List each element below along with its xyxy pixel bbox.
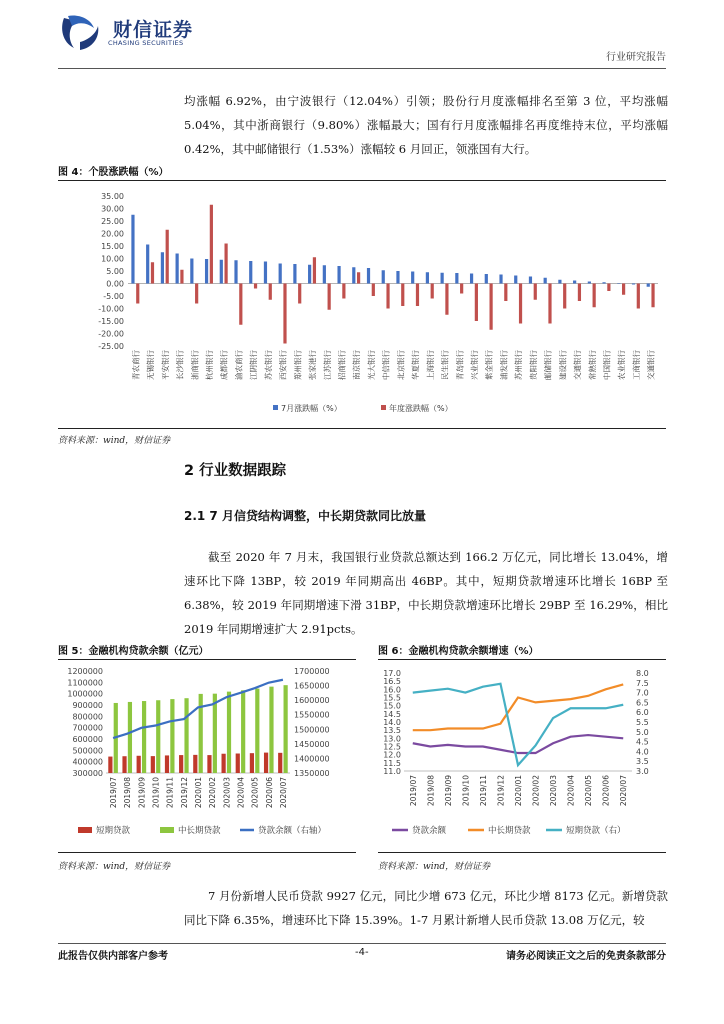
bar-july-change: [411, 272, 414, 284]
x-category-label: 南京银行: [352, 350, 362, 380]
legend-label: 短期贷款: [96, 826, 131, 836]
x-category-label: 2019/08: [426, 775, 436, 807]
bar-short-term-loans: [250, 753, 254, 773]
bar-july-change: [632, 284, 635, 285]
figure6-bottom-rule: [378, 852, 666, 853]
x-category-label: 2020/06: [264, 777, 274, 809]
bar-short-term-loans: [278, 753, 282, 773]
right-axis-tick: 4.0: [636, 747, 649, 757]
left-axis-tick: 400000: [72, 757, 103, 767]
y-tick-label: -25.00: [98, 342, 124, 351]
figure4-title: 图 4：个股涨跌幅（%）: [58, 167, 169, 178]
bar-july-change: [588, 282, 591, 284]
x-category-label: 无锡银行: [146, 350, 156, 380]
x-category-label: 2020/04: [566, 775, 576, 807]
bar-july-change: [220, 260, 223, 284]
bar-annual-change: [298, 284, 301, 304]
bar-annual-change: [166, 230, 169, 284]
right-axis-tick: 1600000: [294, 696, 330, 706]
bar-july-change: [573, 281, 576, 284]
bar-annual-change: [210, 205, 213, 284]
bar-july-change: [146, 245, 149, 284]
left-axis-tick: 11.0: [383, 767, 401, 776]
x-category-label: 北京银行: [396, 350, 406, 380]
bar-annual-change: [563, 284, 566, 309]
figure4-bottom-rule: [58, 428, 666, 429]
section-heading: 2 行业数据跟踪: [184, 463, 287, 479]
bar-annual-change: [431, 284, 434, 299]
left-axis-tick: 14.5: [383, 709, 401, 719]
x-category-label: 2020/07: [619, 775, 629, 807]
bar-annual-change: [136, 284, 139, 304]
legend-label: 中长期贷款: [488, 826, 531, 836]
bar-july-change: [617, 283, 620, 284]
x-category-label: 上海银行: [425, 350, 435, 380]
x-category-label: 江阴银行: [249, 350, 259, 380]
x-category-label: 交通银行: [573, 350, 583, 380]
figure4-source: 资料来源：wind，财信证券: [58, 436, 171, 446]
legend-label: 7月涨跌幅（%）: [281, 404, 342, 413]
bar-long-term-loans: [269, 687, 273, 773]
x-category-label: 中信银行: [381, 350, 391, 380]
right-axis-tick: 3.0: [636, 767, 649, 776]
x-category-label: 2019/09: [137, 777, 147, 809]
bar-long-term-loans: [184, 698, 188, 773]
left-axis-tick: 600000: [72, 735, 103, 744]
x-category-label: 中国银行: [602, 350, 612, 380]
right-axis-tick: 1450000: [294, 739, 330, 749]
right-axis-tick: 7.0: [636, 688, 649, 698]
report-type: 行业研究报告: [606, 52, 666, 63]
x-category-label: 2019/10: [151, 777, 161, 809]
bar-annual-change: [548, 284, 551, 324]
x-category-label: 工商银行: [631, 350, 641, 380]
bar-short-term-loans: [179, 755, 183, 773]
x-category-label: 2019/12: [496, 775, 506, 807]
bar-annual-change: [460, 284, 463, 294]
bar-annual-change: [445, 284, 448, 315]
y-tick-label: 25.00: [101, 217, 124, 226]
bar-july-change: [293, 264, 296, 284]
right-axis-tick: 1550000: [294, 710, 330, 720]
bar-short-term-loans: [264, 753, 268, 773]
legend-swatch: [381, 405, 386, 410]
x-category-label: 2019/07: [408, 775, 418, 807]
legend-swatch: [160, 827, 174, 833]
right-axis-tick: 5.5: [636, 718, 649, 727]
x-category-label: 2020/01: [514, 775, 523, 807]
bar-short-term-loans: [222, 754, 226, 773]
x-category-label: 2020/05: [584, 775, 594, 807]
right-axis-tick: 1500000: [294, 725, 330, 735]
bar-annual-change: [151, 262, 154, 283]
bar-annual-change: [254, 284, 257, 289]
figure5-source: 资料来源：wind，财信证券: [58, 862, 171, 872]
bar-short-term-loans: [122, 756, 126, 773]
bar-long-term-loans: [128, 702, 132, 773]
bar-july-change: [205, 259, 208, 284]
bar-july-change: [647, 284, 650, 287]
y-tick-label: -5.00: [103, 292, 124, 301]
x-category-label: 紫金银行: [484, 350, 494, 380]
bar-annual-change: [386, 284, 389, 309]
left-axis-tick: 1100000: [67, 678, 103, 688]
left-axis-tick: 1200000: [67, 667, 103, 676]
header-divider: [58, 68, 666, 69]
right-axis-tick: 8.0: [636, 669, 649, 678]
x-category-label: 平安银行: [160, 350, 170, 380]
bar-annual-change: [401, 284, 404, 307]
bar-annual-change: [637, 284, 640, 309]
x-category-label: 邮储银行: [543, 350, 553, 381]
bar-long-term-loans: [241, 690, 245, 773]
right-axis-tick: 5.0: [636, 727, 649, 737]
y-tick-label: 35.00: [101, 192, 124, 201]
x-category-label: 成都银行: [219, 350, 229, 380]
bar-annual-change: [283, 284, 286, 344]
bar-short-term-loans: [108, 757, 112, 773]
left-axis-tick: 14.0: [383, 718, 401, 727]
legend-label: 中长期贷款: [178, 826, 221, 836]
loan-balance-chart: [58, 663, 358, 848]
left-axis-tick: 800000: [72, 712, 103, 722]
x-category-label: 2019/11: [478, 775, 488, 807]
right-axis-tick: 6.0: [636, 708, 649, 718]
legend-label: 年度涨跌幅（%）: [389, 404, 453, 413]
legend-label: 短期贷款（右）: [566, 826, 626, 836]
bar-july-change: [323, 265, 326, 283]
x-category-label: 浙商银行: [190, 350, 200, 380]
left-axis-tick: 13.5: [383, 726, 401, 736]
x-category-label: 2020/04: [236, 777, 246, 809]
left-axis-tick: 12.5: [383, 742, 401, 752]
x-category-label: 2020/03: [222, 777, 232, 809]
left-axis-tick: 300000: [72, 769, 103, 778]
bar-long-term-loans: [255, 689, 259, 773]
bar-july-change: [514, 276, 517, 284]
legend-swatch: [273, 405, 278, 410]
bar-july-change: [602, 282, 605, 283]
bar-july-change: [382, 270, 385, 283]
page-number: -4-: [355, 947, 369, 958]
left-axis-tick: 15.5: [383, 693, 401, 703]
left-axis-tick: 13.0: [383, 734, 401, 744]
x-category-label: 2020/06: [601, 775, 611, 807]
x-category-label: 郑州银行: [293, 350, 303, 380]
bar-july-change: [308, 265, 311, 284]
bar-annual-change: [328, 284, 331, 310]
bar-july-change: [558, 280, 561, 284]
bar-july-change: [367, 268, 370, 284]
left-axis-tick: 12.0: [383, 750, 401, 760]
right-axis-tick: 1650000: [294, 681, 330, 691]
bar-july-change: [176, 254, 179, 284]
x-category-label: 杭州银行: [204, 350, 214, 380]
bar-annual-change: [489, 284, 492, 330]
loan-growth-chart: [370, 663, 668, 848]
bar-july-change: [337, 266, 340, 284]
bar-annual-change: [593, 284, 596, 308]
bar-long-term-loans: [170, 699, 174, 773]
bar-long-term-loans: [227, 692, 231, 773]
bar-annual-change: [578, 284, 581, 302]
footer-disclaimer-right: 请务必阅读正文之后的免责条款部分: [506, 951, 666, 962]
x-category-label: 2019/10: [461, 775, 471, 807]
y-tick-label: 30.00: [101, 204, 124, 214]
bar-annual-change: [475, 284, 478, 322]
bar-july-change: [352, 267, 355, 283]
figure5-title: 图 5：金融机构贷款余额（亿元）: [58, 646, 209, 657]
legend-label: 贷款余额（右轴）: [258, 826, 327, 836]
left-axis-tick: 500000: [72, 746, 103, 756]
bar-annual-change: [622, 284, 625, 295]
bar-july-change: [264, 262, 267, 284]
x-category-label: 兴业银行: [469, 350, 479, 380]
x-category-label: 2020/03: [549, 775, 559, 807]
x-category-label: 2020/02: [208, 777, 218, 809]
figure4-top-rule: [58, 180, 666, 181]
x-category-label: 光大银行: [366, 350, 376, 380]
bar-annual-change: [180, 270, 183, 284]
bar-annual-change: [239, 284, 242, 325]
x-category-label: 江苏银行: [322, 350, 332, 380]
x-category-label: 长沙银行: [175, 350, 185, 380]
figure6-source: 资料来源：wind，财信证券: [378, 862, 491, 872]
bar-annual-change: [195, 284, 198, 304]
x-category-label: 2019/08: [123, 777, 133, 809]
bar-long-term-loans: [213, 694, 217, 773]
bar-july-change: [544, 278, 547, 284]
bar-july-change: [499, 275, 502, 284]
left-axis-tick: 900000: [72, 701, 103, 710]
figure5-top-rule: [58, 659, 356, 660]
right-axis-tick: 1400000: [294, 754, 330, 764]
bar-july-change: [190, 259, 193, 284]
bar-annual-change: [534, 284, 537, 300]
bar-annual-change: [504, 284, 507, 302]
bar-july-change: [441, 273, 444, 284]
bar-annual-change: [416, 284, 419, 307]
x-category-label: 西安银行: [278, 350, 288, 380]
bar-july-change: [485, 274, 488, 284]
section-paragraph: 截至 2020 年 7 月末，我国银行业贷款总额达到 166.2 万亿元，同比增长 13.04%，增速环比下降 13BP，较 2019 年同期高出 46BP。其中，短期贷款增速环比增长 16BP 至 6.38%，较 2019 年同期增速下滑 31BP，中长期贷款增速环比增长 29BP 至 16.29%，相比 2019 年同期增速扩大 2.91pcts。: [184, 550, 668, 636]
figure5-bottom-rule: [58, 852, 356, 853]
x-category-label: 华夏银行: [411, 350, 421, 380]
left-axis-tick: 700000: [72, 723, 103, 733]
bar-annual-change: [607, 284, 610, 292]
bar-short-term-loans: [236, 754, 240, 773]
x-category-label: 渝农商行: [234, 350, 244, 380]
y-tick-label: -10.00: [98, 304, 124, 314]
company-name: 财信证券: [113, 19, 194, 41]
left-axis-tick: 17.0: [383, 669, 401, 678]
line-total-loan-growth: [413, 735, 623, 753]
x-category-label: 2020/02: [531, 775, 541, 807]
intro-paragraph: 均涨幅 6.92%，由宁波银行（12.04%）引领；股份行月度涨幅排名至第 3 位，平均涨幅 5.04%，其中浙商银行（9.80%）涨幅最大；国有行月度涨幅排名再度维持末位，平均涨幅 0.42%，其中邮储银行（1.53%）涨幅较 6 月回正，领涨国有大行。: [184, 94, 668, 156]
x-category-label: 2019/09: [443, 775, 453, 807]
bar-annual-change: [313, 257, 316, 283]
left-axis-tick: 1000000: [67, 689, 103, 699]
x-category-label: 建设银行: [558, 350, 568, 380]
footer-divider: [58, 943, 666, 944]
right-axis-tick: 4.5: [636, 737, 649, 747]
x-category-label: 2019/07: [109, 777, 119, 809]
x-category-label: 青岛银行: [455, 350, 465, 380]
x-category-label: 2019/11: [165, 777, 175, 809]
right-axis-tick: 3.5: [636, 757, 649, 767]
bar-long-term-loans: [142, 701, 146, 773]
bar-short-term-loans: [165, 755, 169, 773]
bar-july-change: [131, 215, 134, 284]
bar-short-term-loans: [207, 755, 211, 773]
left-axis-tick: 16.5: [383, 677, 401, 687]
y-tick-label: -20.00: [98, 329, 124, 339]
x-category-label: 2020/05: [250, 777, 260, 809]
x-category-label: 苏州银行: [514, 350, 524, 380]
x-category-label: 2020/01: [194, 777, 203, 809]
left-axis-tick: 11.5: [383, 758, 401, 768]
bar-short-term-loans: [137, 756, 141, 773]
x-category-label: 常熟银行: [587, 350, 597, 380]
bar-july-change: [455, 273, 458, 284]
right-axis-tick: 6.5: [636, 698, 649, 708]
x-category-label: 青农商行: [131, 350, 141, 380]
stock-change-chart: [58, 184, 666, 424]
y-tick-label: 20.00: [101, 229, 124, 239]
bar-annual-change: [651, 284, 654, 308]
x-category-label: 贵阳银行: [528, 350, 538, 380]
x-category-label: 交通银行: [646, 350, 656, 380]
x-category-label: 张家港行: [308, 350, 318, 380]
bar-long-term-loans: [284, 685, 288, 773]
bar-july-change: [396, 271, 399, 284]
section-subheading: 2.1 7 月信贷结构调整，中长期贷款同比放量: [184, 509, 426, 523]
legend-swatch: [78, 827, 92, 833]
bar-annual-change: [519, 284, 522, 324]
x-category-label: 2020/07: [278, 777, 288, 809]
bar-july-change: [161, 252, 164, 283]
bar-annual-change: [342, 284, 345, 299]
left-axis-tick: 15.0: [383, 701, 401, 711]
bar-july-change: [529, 277, 532, 284]
right-axis-tick: 1700000: [294, 667, 330, 676]
right-axis-tick: 1350000: [294, 769, 330, 778]
closing-paragraph: 7 月份新增人民币贷款 9927 亿元，同比少增 673 亿元，环比少增 8173 亿元。新增贷款同比下降 6.35%，增速环比下降 15.39%。1-7 月累计新增人民币贷款 13.08 万亿元，较: [184, 889, 668, 927]
x-category-label: 农业银行: [617, 350, 627, 380]
x-category-label: 2019/12: [179, 777, 189, 809]
bar-long-term-loans: [156, 700, 160, 773]
bar-short-term-loans: [151, 756, 155, 773]
bar-annual-change: [269, 284, 272, 300]
x-category-label: 浦发银行: [499, 350, 509, 380]
footer-disclaimer-left: 此报告仅供内部客户参考: [58, 951, 168, 962]
bar-july-change: [279, 264, 282, 284]
left-axis-tick: 16.0: [383, 685, 401, 695]
bar-annual-change: [372, 284, 375, 297]
y-tick-label: 5.00: [106, 267, 124, 276]
bar-july-change: [470, 274, 473, 284]
legend-label: 贷款余额: [412, 826, 447, 836]
y-tick-label: 15.00: [101, 242, 124, 251]
bar-annual-change: [357, 272, 360, 283]
bar-july-change: [426, 272, 429, 283]
x-category-label: 民生银行: [440, 350, 450, 380]
y-tick-label: -15.00: [98, 317, 124, 326]
x-category-label: 苏农银行: [263, 350, 273, 380]
figure6-top-rule: [378, 659, 666, 660]
bar-short-term-loans: [193, 755, 197, 773]
company-english-name: CHASING SECURITIES: [108, 39, 184, 47]
figure6-title: 图 6：金融机构贷款余额增速（%）: [378, 646, 539, 657]
x-category-label: 招商银行: [337, 350, 347, 380]
bar-july-change: [234, 260, 237, 283]
bar-annual-change: [224, 244, 227, 284]
right-axis-tick: 7.5: [636, 678, 649, 688]
y-tick-label: 10.00: [101, 254, 124, 264]
bar-july-change: [249, 261, 252, 284]
y-tick-label: 0.00: [106, 279, 124, 289]
